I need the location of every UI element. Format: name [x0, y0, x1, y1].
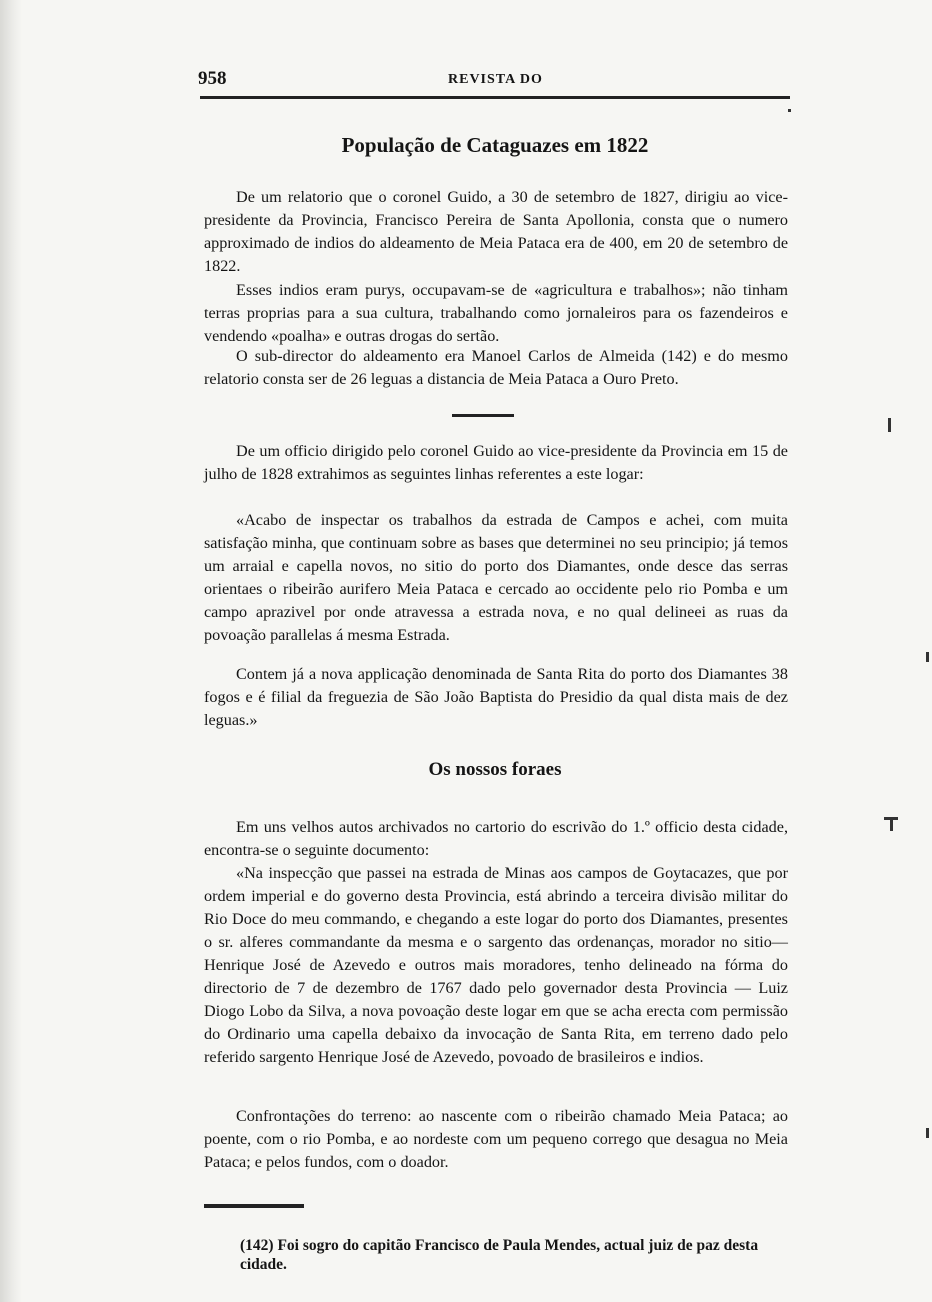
scan-mark: [788, 109, 791, 112]
section-title-populacao: População de Cataguazes em 1822: [341, 133, 649, 157]
paragraph-officio: De um officio dirigido pelo coronel Guido ao vice-presidente da Provincia em 15 de julho de 1828 extrahimos as seguintes linhas referentes a este logar:: [204, 442, 788, 483]
header-rule: [200, 96, 790, 99]
running-head: REVISTA DO: [448, 72, 543, 87]
paragraph-sub-director: O sub-director do aldeamento era Manoel Carlos de Almeida (142) e do mesmo relatorio consta ser de 26 leguas a distancia de Meia Pataca a Ouro Preto.: [204, 347, 788, 388]
paragraph-quote-estrada: «Acabo de inspectar os trabalhos da estrada de Campos e achei, com muita satisfação minha, que continuam sobre as bases que determinei no seu principio; já temos um arraial e capella novos, no sitio do porto dos Diamantes, onde desce das serras orientaes o ribeirão aurifero Meia Pataca e cercado ao occidente pelo rio Pomba e um campo aprazivel por onde atravessa a estrada nova, e no qual delineei as ruas da povoação parallelas á mesma Estrada.: [204, 511, 788, 644]
paragraph-confrontacoes: Confrontações do terreno: ao nascente com o ribeirão chamado Meia Pataca; ao poente, com o rio Pomba, e ao nordeste com um pequeno corrego que desagua no Meia Pataca; e pelos fundos, com o doador.: [204, 1107, 788, 1171]
section-title-foraes: Os nossos foraes: [428, 759, 562, 780]
page-header: [198, 66, 790, 92]
section-separator: [452, 414, 514, 417]
footnote-142: (142) Foi sogro do capitão Francisco de Paula Mendes, actual juiz de paz desta cidade.: [240, 1237, 759, 1273]
scan-mark: [890, 817, 893, 831]
paragraph-autos: Em uns velhos autos archivados no cartorio do escrivão do 1.º officio desta cidade, encontra-se o seguinte documento:: [204, 818, 788, 859]
scan-mark: [926, 1128, 929, 1138]
paragraph-indios: Esses indios eram purys, occupavam-se de «agricultura e trabalhos»; não tinham terras proprias para a sua cultura, trabalhando como jornaleiros para os fazendeiros e vendendo «poalha» e outras drogas do sertão.: [204, 281, 788, 345]
scan-mark: [926, 652, 929, 662]
footnote-rule: [204, 1204, 304, 1208]
paragraph-quote-inspeccao: «Na inspecção que passei na estrada de Minas aos campos de Goytacazes, que por ordem imperial e do governo desta Provincia, está abrindo a terceira divisão militar do Rio Doce do meu commando, e chegando a este logar do porto dos Diamantes, presentes o sr. alferes commandante da mesma e o sargento das ordenanças, morador no sitio— Henrique José de Azevedo e outros mais moradores, tenho delineado na fórma do directorio de 7 de dezembro de 1767 dado pelo governador desta Provincia — Luiz Diogo Lobo da Silva, a nova povoação deste logar em que se acha erecta com permissão do Ordinario uma capella debaixo da invocação de Santa Rita, em terreno dado pelo referido sargento Henrique José de Azevedo, povoado de brasileiros e indios.: [204, 864, 788, 1066]
scan-mark: [888, 418, 891, 432]
paragraph-santa-rita: Contem já a nova applicação denominada de Santa Rita do porto dos Diamantes 38 fogos e é filial da freguezia de São João Baptista do Presidio da qual dista mais de dez leguas.»: [204, 665, 788, 729]
paragraph-relatorio: De um relatorio que o coronel Guido, a 30 de setembro de 1827, dirigiu ao vice-presidente da Provincia, Francisco Pereira de Santa Apollonia, consta que o numero approximado de indios do aldeamento de Meia Pataca era de 400, em 20 de setembro de 1822.: [204, 188, 788, 275]
page-number: 958: [198, 68, 227, 89]
page-binding-edge: [0, 0, 22, 1302]
